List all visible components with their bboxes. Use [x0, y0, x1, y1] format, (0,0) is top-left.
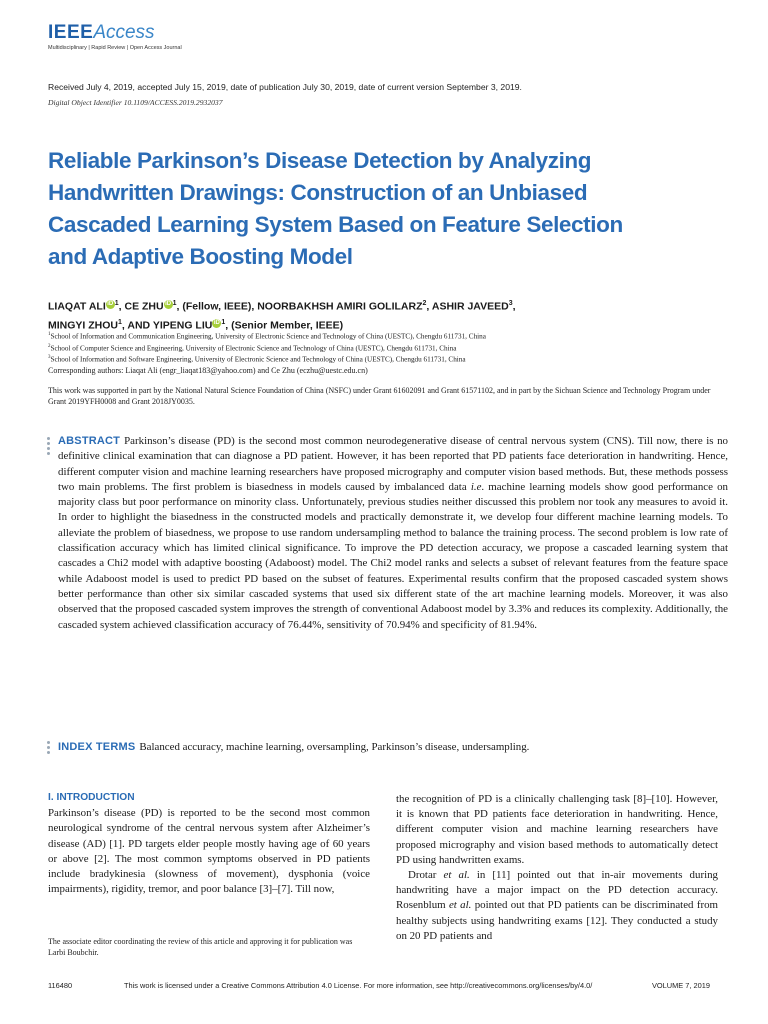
paragraph: the recognition of PD is a clinically challenging task [8]–[10]. However, it is known that PD patients face deterioration in handwriting. Hence, different computer vision and machine learning researchers have proposed micrography and vision based methods to automatically detect PD using handwritten exams. [396, 793, 718, 866]
column-right [396, 792, 718, 944]
author-name[interactable]: AND YIPENG LIU [127, 319, 213, 331]
paragraph: Parkinson’s disease (PD) is reported to be the second most common neurological syndrome of the central nervous system after Alzheimer’s disease (AD) [1]. PD targets elder people mostly having age of 60 years or above [2]. The most common symptoms observed in PD patients include bradykinesia (slowness of movement), dysphonia (voice impairments), rigidity, tremor, and poor balance [3]–[7]. Till now, [48, 807, 370, 896]
column-left [48, 790, 370, 897]
section-dots-icon [47, 437, 50, 457]
section-dots-icon [47, 741, 50, 756]
index-terms: INDEX TERMS Balanced accuracy, machine learning, oversampling, Parkinson’s disease, undersampling. [58, 741, 530, 753]
affiliations [48, 330, 728, 365]
author-name[interactable]: MINGYI ZHOU [48, 319, 118, 331]
author-name[interactable]: CE ZHU [124, 300, 164, 313]
page-number: 116480 [48, 981, 73, 990]
editor-footnote: The associate editor coordinating the review of this article and approving it for publication was Larbi Boubchir. [48, 937, 353, 957]
orcid-icon[interactable]: iD [165, 301, 172, 307]
volume-info: VOLUME 7, 2019 [652, 981, 710, 990]
orcid-icon[interactable]: iD [107, 301, 114, 307]
affiliation-item: $^2$School of Computer Science and Engineering, University of Electronic Science and Technology of China (UESTC), Chengdu 611731, China [48, 343, 457, 352]
section-heading: I. INTRODUCTION [48, 792, 135, 803]
author-name[interactable]: NOORBAKHSH AMIRI GOLILARZ [257, 300, 423, 313]
index-terms-label: INDEX TERMS [58, 741, 136, 753]
author-name[interactable]: LIAQAT ALI [48, 300, 106, 313]
paper-title: Reliable Parkinson’s Disease Detection by Analyzing Handwritten Drawings: Construction of an Unbiased Cascaded Learning System Based on Feature Selection and Adaptive Boosting Model [48, 148, 623, 269]
abstract: ABSTRACT Parkinson’s disease (PD) is the second most common neurodegenerative disease of central nervous system (CNS). Till now, there is no definitive clinical examination that can diagnose a PD patient. However, it has been reported that PD patients face deterioration in handwriting. Hence, different computer vision and machine learning researchers have proposed micrography and computer vision based methods. But, these methods possess two main problems. The first problem is biasedness in models caused by imbalanced data i.e. machine learning models show good performance on majority class but poor performance on minority class. Unfortunately, previous studies neither discussed this problem nor took any measures to avoid it. In order to highlight the biasedness in the constructed models and practically demonstrate it, we develop four different machine learning models. To alleviate the problem of biasedness, we propose to use random undersampling method to balance the training process. The second problem is low rate of classification accuracy which has limited clinical significance. To improve the PD detection accuracy, we propose a cascaded learning system that cascades a Chi2 model with adaptive boosting (Adaboost) model. The Chi2 model ranks and selects a subset of relevant features from the feature space while Adaboost model is used to predict PD based on the subset of features. Experimental results confirm that the proposed cascaded system shows better performance than other six similar cascaded systems that used six different state of the art machine learning models. Moreover, it was also observed that the proposed cascaded system improves the strength of conventional Adaboost model by 3.3% and reduces its complexity. Additionally, the cascaded system achieved classification accuracy of 76.44%, sensitivity of 70.94% and specificity of 81.94%. [58, 435, 728, 631]
corresponding-authors: Corresponding authors: Liaqat Ali (engr_liaqat183@yahoo.com) and Ce Zhu (eczhu@uestc.edu.cn) [48, 366, 368, 375]
affiliation-item: $^1$School of Information and Communication Engineering, University of Electronic Science and Technology of China (UESTC), Chengdu 611731, China [48, 332, 486, 341]
abstract-label: ABSTRACT [58, 435, 121, 447]
publication-dates: Received July 4, 2019, accepted July 15, 2019, date of publication July 30, 2019, date of current version September 3, 2019. [48, 82, 522, 92]
affiliation-item: $^3$School of Information and Software Engineering, University of Electronic Science and Technology of China (UESTC), Chengdu 611731, China [48, 355, 466, 364]
license-note[interactable]: This work is licensed under a Creative Commons Attribution 4.0 License. For more information, see http://creativecommons.org/licenses/by/4.0/ [124, 981, 593, 990]
orcid-icon[interactable]: iD [213, 319, 220, 326]
logo-tagline: Multidisciplinary | Rapid Review | Open Access Journal [48, 45, 182, 51]
author-membership: , (Fellow, IEEE), [176, 300, 258, 313]
author-name[interactable]: ASHIR JAVEED [431, 300, 509, 313]
funding-note: This work was supported in part by the National Natural Science Foundation of China (NSFC) under Grant 61602091 and Grant 61571102, and in part by the Sichuan Science and Technology Program under Grant 2019YFH0008 and Grant 2018JY0035. [48, 386, 711, 406]
author-membership: , (Senior Member, IEEE) [225, 319, 344, 331]
journal-logo [48, 22, 182, 51]
logo-ieee: IEEE [48, 22, 94, 43]
author-list: LIAQAT ALI iD $^1$, CE ZHU iD $^1$, (Fellow, IEEE), NOORBAKHSH AMIRI GOLILARZ$^2$, ASHIR JAVEED$^3$, MINGYI ZHOU$^1$, AND YIPENG LIU iD $^1$, (Senior Member, IEEE) [48, 300, 516, 331]
paragraph: Drotar et al. in [11] pointed out that in-air movements during handwriting have a major impact on the PD detection accuracy. Rosenblum et al. pointed out that PD patients can be discriminated from healthy subjects using handwriting exams [12]. They conducted a study on 20 PD patients and [396, 869, 718, 942]
logo-access: Access [93, 22, 155, 43]
doi[interactable]: Digital Object Identifier 10.1109/ACCESS.2019.2932037 [48, 98, 223, 107]
